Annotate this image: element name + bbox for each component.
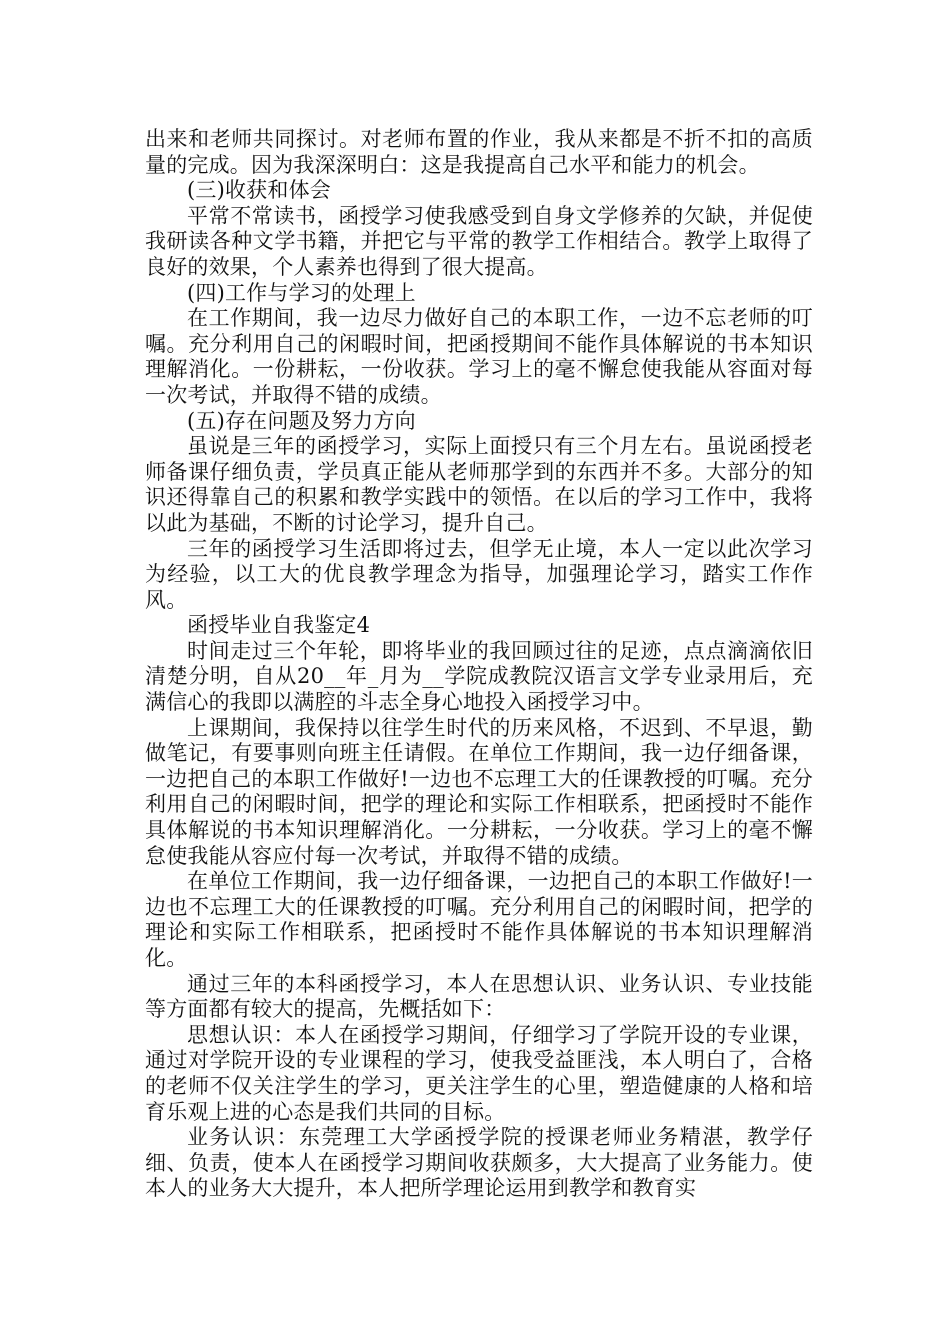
paragraph-1: 出来和老师共同探讨。对老师布置的作业，我从来都是不折不扣的高质量的完成。因为我深深明白：这是我提高自己水平和能力的机会。 <box>145 127 813 177</box>
paragraph-3: 平常不常读书，函授学习使我感受到自身文学修养的欠缺，并促使我研读各种文学书籍，并把它与平常的教学工作相结合。教学上取得了良好的效果，个人素养也得到了很大提高。 <box>145 203 813 279</box>
section-heading-3: (三)收获和体会 <box>187 178 331 203</box>
section-heading-5: (五)存在问题及努力方向 <box>187 408 416 433</box>
document-page <box>145 127 813 1202</box>
paragraph-15: 业务认识：东莞理工大学函授学院的授课老师业务精湛，教学仔细、负责，使本人在函授学习期间收获颇多，大大提高了业务能力。使本人的业务大大提升，本人把所学理论运用到教学和教育实 <box>145 1125 813 1201</box>
paragraph-7: 虽说是三年的函授学习，实际上面授只有三个月左右。虽说函授老师备课仔细负责，学员真正能从老师那学到的东西并不多。大部分的知识还得靠自己的积累和教学实践中的领悟。在以后的学习工作中，我将以此为基础，不断的讨论学习，提升自己。 <box>145 434 813 535</box>
section-heading-4: (四)工作与学习的处理上 <box>187 280 416 305</box>
paragraph-8: 三年的函授学习生活即将过去，但学无止境，本人一定以此次学习为经验，以工大的优良教学理念为指导，加强理论学习，踏实工作作风。 <box>145 536 813 612</box>
paragraph-11: 上课期间，我保持以往学生时代的历来风格，不迟到、不早退，勤做笔记，有要事则向班主任请假。在单位工作期间，我一边仔细备课，一边把自己的本职工作做好!一边也不忘理工大的任课教授的叮嘱。充分利用自己的闲暇时间，把学的理论和实际工作相联系，把函授时不能作具体解说的书本知识理解消化。一分耕耘，一分收获。学习上的毫不懈怠使我能从容应付每一次考试，并取得不错的成绩。 <box>145 715 813 868</box>
paragraph-14: 思想认识：本人在函授学习期间，仔细学习了学院开设的专业课，通过对学院开设的专业课程的学习，使我受益匪浅，本人明白了，合格的老师不仅关注学生的学习，更关注学生的心里，塑造健康的人格和培育乐观上进的心态是我们共同的目标。 <box>145 1022 813 1124</box>
paragraph-13: 通过三年的本科函授学习，本人在思想认识、业务认识、专业技能等方面都有较大的提高，先概括如下： <box>145 971 813 1022</box>
paragraph-12: 在单位工作期间，我一边仔细备课，一边把自己的本职工作做好!一边也不忘理工大的任课教授的叮嘱。充分利用自己的闲暇时间，把学的理论和实际工作相联系，把函授时不能作具体解说的书本知识理解消化。 <box>145 869 813 970</box>
paragraph-10: 时间走过三个年轮，即将毕业的我回顾过往的足迹，点点滴滴依旧清楚分明，自从20__年_月为__学院成教院汉语言文学专业录用后，充满信心的我即以满腔的斗志全身心地投入函授学习中。 <box>145 638 813 715</box>
paragraph-5: 在工作期间，我一边尽力做好自己的本职工作，一边不忘老师的叮嘱。充分利用自己的闲暇时间，把函授期间不能作具体解说的书本知识理解消化。一份耕耘，一份收获。学习上的毫不懈怠使我能从容面对每一次考试，并取得不错的成绩。 <box>145 306 813 407</box>
article-title: 函授毕业自我鉴定4 <box>187 613 371 638</box>
